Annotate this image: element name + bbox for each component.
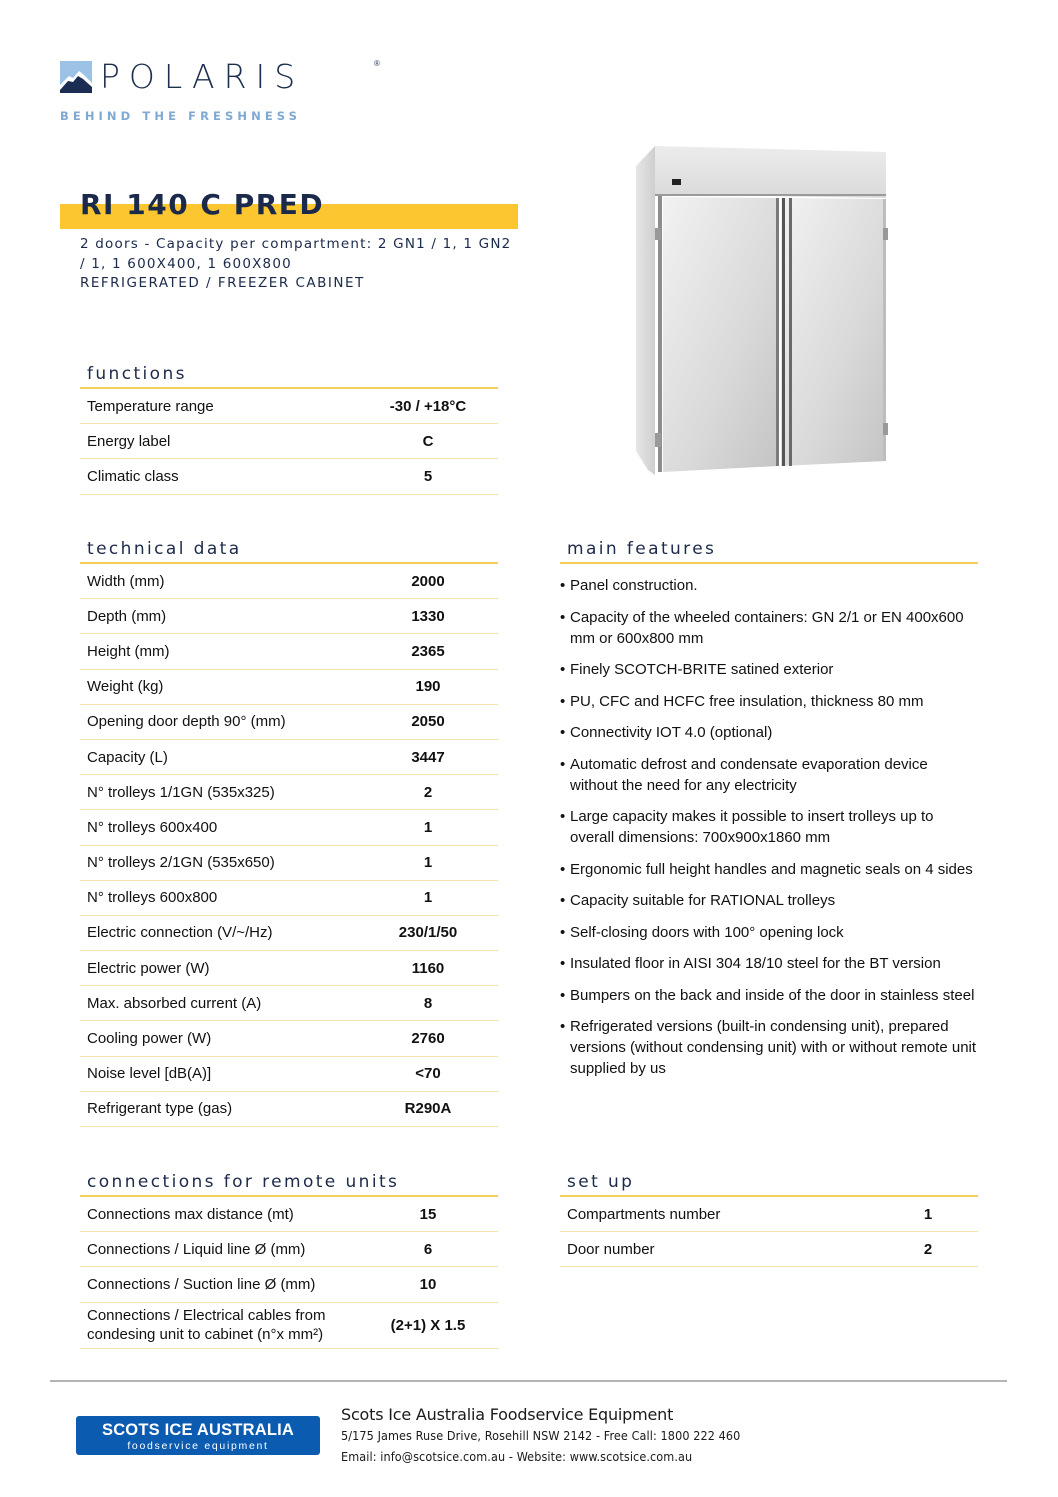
list-item: • Bumpers on the back and inside of the door in stainless steel: [560, 985, 978, 1006]
row-label: N° trolleys 600x800: [87, 889, 218, 907]
table-row: [80, 705, 498, 740]
table-row: [80, 459, 498, 494]
row-value: 1: [423, 854, 433, 872]
table-row: [80, 846, 498, 881]
registered-mark: ®: [374, 59, 380, 68]
table-row: [80, 740, 498, 775]
row-label: Connections / Liquid line Ø (mm): [87, 1240, 306, 1258]
footer-divider: [50, 1380, 1007, 1382]
row-label: Connections / Suction line Ø (mm): [87, 1275, 316, 1293]
table-row: [80, 775, 498, 810]
row-value: 2: [423, 783, 433, 801]
row-label: Capacity (L): [87, 748, 168, 766]
table-row: [80, 599, 498, 634]
row-label: Weight (kg): [87, 678, 164, 696]
row-label: N° trolleys 600x400: [87, 818, 218, 836]
table-row: [80, 1197, 498, 1232]
row-value: 8: [423, 994, 433, 1012]
set-up-section: [560, 1170, 978, 1267]
table-row: [80, 564, 498, 599]
table-row: [80, 1092, 498, 1127]
list-item: • Insulated floor in AISI 304 18/10 steel for the BT version: [560, 953, 978, 974]
row-value: (2+1) X 1.5: [390, 1316, 466, 1334]
control-panel-display: [672, 179, 681, 185]
footer-logo-sub: foodservice equipment: [127, 1440, 269, 1452]
footer-logo-main: SCOTS ICE AUSTRALIA: [101, 1421, 295, 1439]
table-row: [80, 424, 498, 459]
list-item: • Panel construction.: [560, 575, 978, 596]
row-label: Energy label: [87, 432, 171, 450]
section-title: connections for remote units: [80, 1170, 498, 1197]
row-value: 3447: [411, 748, 445, 766]
polaris-logo: [60, 57, 380, 96]
table-row: [80, 1057, 498, 1092]
section-title: set up: [560, 1170, 978, 1197]
functions-section: [80, 362, 498, 495]
list-item: • Ergonomic full height handles and magnetic seals on 4 sides: [560, 859, 978, 880]
subtitle-line-2: / 1, 1 600X400, 1 600X800: [80, 255, 292, 272]
product-image: [618, 108, 913, 500]
row-value: 230/1/50: [398, 924, 458, 942]
subtitle-line-1: 2 doors - Capacity per compartment: 2 GN1 / 1, 1 GN2: [80, 236, 512, 252]
list-item: • Connectivity IOT 4.0 (optional): [560, 722, 978, 743]
row-label: N° trolleys 1/1GN (535x325): [87, 783, 275, 801]
section-title: main features: [560, 537, 978, 564]
footer-address: 5/175 James Ruse Drive, Rosehill NSW 2142 - Free Call: 1800 222 460: [341, 1428, 741, 1443]
row-label-line-2: condesing unit to cabinet (n°x mm²): [87, 1326, 324, 1344]
row-label: Climatic class: [87, 467, 179, 485]
table-row: [80, 810, 498, 845]
row-label: Height (mm): [87, 642, 170, 660]
list-item: • Refrigerated versions (built-in condensing unit), prepared versions (without condensing unit) with or without remote unit supplied by us: [560, 1016, 978, 1079]
table-row: [80, 951, 498, 986]
list-item: • Large capacity makes it possible to insert trolleys up to overall dimensions: 700x900x1860 mm: [560, 806, 978, 848]
technical-data-section: [80, 537, 498, 1127]
list-item: • Self-closing doors with 100° opening lock: [560, 922, 978, 943]
row-label: Electric power (W): [87, 959, 210, 977]
table-row: [560, 1197, 978, 1232]
section-title: technical data: [80, 537, 498, 564]
footer-contact: Email: info@scotsice.com.au - Website: www.scotsice.com.au: [341, 1449, 693, 1464]
section-title: functions: [80, 362, 498, 389]
row-value: 6: [423, 1240, 433, 1258]
table-row: [80, 916, 498, 951]
row-label: Connections max distance (mt): [87, 1205, 294, 1223]
row-label: Temperature range: [87, 397, 214, 415]
table-row: [80, 1303, 498, 1349]
row-value: 2: [923, 1240, 933, 1258]
scots-ice-logo: [76, 1416, 320, 1455]
row-value: 10: [419, 1275, 437, 1293]
row-value: 15: [419, 1205, 437, 1223]
table-row: [80, 1267, 498, 1302]
features-list: [560, 564, 978, 1079]
product-model-title: RI 140 C PRED: [80, 188, 325, 221]
row-label: Noise level [dB(A)]: [87, 1065, 212, 1083]
list-item: • Finely SCOTCH-BRITE satined exterior: [560, 659, 978, 680]
brand-tagline: BEHIND THE FRESHNESS: [60, 109, 302, 123]
mountain-logo-icon: [60, 61, 92, 93]
row-label: Electric connection (V/~/Hz): [87, 924, 273, 942]
row-label-line-1: Connections / Electrical cables from: [87, 1307, 326, 1325]
row-label: Opening door depth 90° (mm): [87, 713, 286, 731]
table-row: [80, 389, 498, 424]
footer-company-name: Scots Ice Australia Foodservice Equipment: [341, 1405, 674, 1424]
row-value: 2000: [411, 572, 445, 590]
list-item: • Capacity of the wheeled containers: GN 2/1 or EN 400x600 mm or 600x800 mm: [560, 607, 978, 649]
row-value: 2760: [411, 1030, 445, 1048]
brand-name: POLARIS: [100, 57, 305, 96]
connections-section: [80, 1170, 498, 1349]
row-value: C: [422, 432, 434, 450]
row-value: 190: [415, 678, 441, 696]
row-label: [80, 1306, 378, 1344]
table-row: [80, 986, 498, 1021]
row-label: Refrigerant type (gas): [87, 1100, 233, 1118]
row-label: Compartments number: [567, 1205, 721, 1223]
row-label: Cooling power (W): [87, 1030, 212, 1048]
footer-contact-info: [341, 1405, 740, 1467]
row-value: 2050: [411, 713, 445, 731]
row-label: Depth (mm): [87, 607, 167, 625]
row-value: 2365: [411, 642, 445, 660]
product-subtitle: [80, 235, 520, 294]
row-value: 1: [923, 1205, 933, 1223]
row-value: 1: [423, 818, 433, 836]
table-row: [80, 634, 498, 669]
row-value: <70: [415, 1065, 441, 1083]
table-row: [80, 881, 498, 916]
row-value: R290A: [404, 1100, 452, 1118]
row-value: 1: [423, 889, 433, 907]
row-value: -30 / +18°C: [389, 397, 467, 415]
row-label: Width (mm): [87, 572, 165, 590]
table-row: [80, 670, 498, 705]
row-value: 1160: [411, 959, 445, 977]
row-value: 1330: [411, 607, 445, 625]
table-row: [560, 1232, 978, 1267]
list-item: • Capacity suitable for RATIONAL trolleys: [560, 890, 978, 911]
main-features-section: [560, 537, 978, 1090]
list-item: • Automatic defrost and condensate evaporation device without the need for any electricity: [560, 754, 978, 796]
row-value: 5: [423, 467, 433, 485]
list-item: • PU, CFC and HCFC free insulation, thickness 80 mm: [560, 691, 978, 712]
row-label: Door number: [567, 1240, 655, 1258]
product-category: REFRIGERATED / FREEZER CABINET: [80, 275, 365, 291]
row-label: Max. absorbed current (A): [87, 994, 262, 1012]
row-label: N° trolleys 2/1GN (535x650): [87, 854, 275, 872]
table-row: [80, 1232, 498, 1267]
table-row: [80, 1021, 498, 1056]
